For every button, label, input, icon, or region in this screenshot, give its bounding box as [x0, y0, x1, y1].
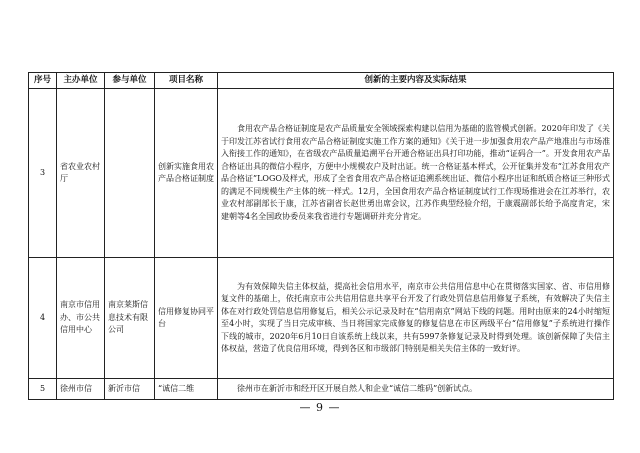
row-host: 省农业农村厅: [57, 89, 105, 258]
row-host: 徐州市信: [57, 379, 105, 400]
page-number: — 9 —: [299, 401, 341, 414]
row-seq: 3: [29, 89, 57, 258]
table-row: [29, 379, 614, 400]
header-content: 创新的主要内容及实际结果: [218, 73, 614, 89]
header-partner: 参与单位: [105, 73, 155, 89]
table-header-row: [29, 73, 614, 89]
row-partner: 新沂市信: [105, 379, 155, 400]
row-content: 徐州市在新沂市和经开区开展自然人和企业“诚信二维码”创新试点。: [218, 379, 614, 400]
row-host: 南京市信用办、市公共信用中心: [57, 258, 105, 379]
innovation-table: [28, 72, 614, 400]
row-seq: 4: [29, 258, 57, 379]
table-row: [29, 258, 614, 379]
header-host: 主办单位: [57, 73, 105, 89]
row-project: 创新实施食用农产品合格证制度: [155, 89, 218, 258]
table-row: [29, 89, 614, 258]
header-project: 项目名称: [155, 73, 218, 89]
row-project: 信用修复协同平台: [155, 258, 218, 379]
row-seq: 5: [29, 379, 57, 400]
row-partner: 南京莱斯信息技术有限公司: [105, 258, 155, 379]
row-partner: [105, 89, 155, 258]
header-seq: 序号: [29, 73, 57, 89]
row-project: “诚信二维: [155, 379, 218, 400]
row-content: 食用农产品合格证制度是农产品质量安全领域探索构建以信用为基础的监管模式创新。2020年印发了《关于印发江苏省试行食用农产品合格证制度实施工作方案的通知》《关于进一步加强食用农产品产地准出与市场准入衔接工作的通知》，在省级农产品质量追溯平台开通合格证出具打印功能，推动“证码合一”。开发食用农产品合格证出具的微信小程序，方便中小规模农户及时出证。统一合格证基本样式，公开征集并发布“江苏食用农产品合格证”LOGO及样式，形成了全省食用农产品合格证追溯系统出证、微信小程序出证和纸质合格证三种形式的满足不同规模生产主体的统一样式。12月，全国食用农产品合格证制度试行工作现场推进会在江苏举行，农业农村部副部长于康，江苏省副省长赵世勇出席会议，江苏作典型经验介绍，于康震副部长给予高度肯定，宋建朝等4名全国政协委员来我省进行专题调研并充分肯定。: [218, 89, 614, 258]
row-content: 为有效保障失信主体权益，提高社会信用水平，南京市公共信用信息中心在贯彻落实国家、省、市信用修复文件的基础上，依托南京市公共信用信息共享平台开发了行政处罚信息信用修复子系统，有效解决了失信主体在对行政处罚信息信用修复后，相关公示记录及时在“信用南京”网站下线的问题。用时由原来的24小时缩短至4小时，实现了当日完成审核、当日将国家完成修复的修复信息在市区两级平台“信用修复”子系统进行操作下线的城市，2020年6月10日自该系统上线以来，共有5997条修复记录及时得到处理。该创新保障了失信主体权益，营造了优良信用环境，得到各区和市级部门特别是相关失信主体的一致好评。: [218, 258, 614, 379]
